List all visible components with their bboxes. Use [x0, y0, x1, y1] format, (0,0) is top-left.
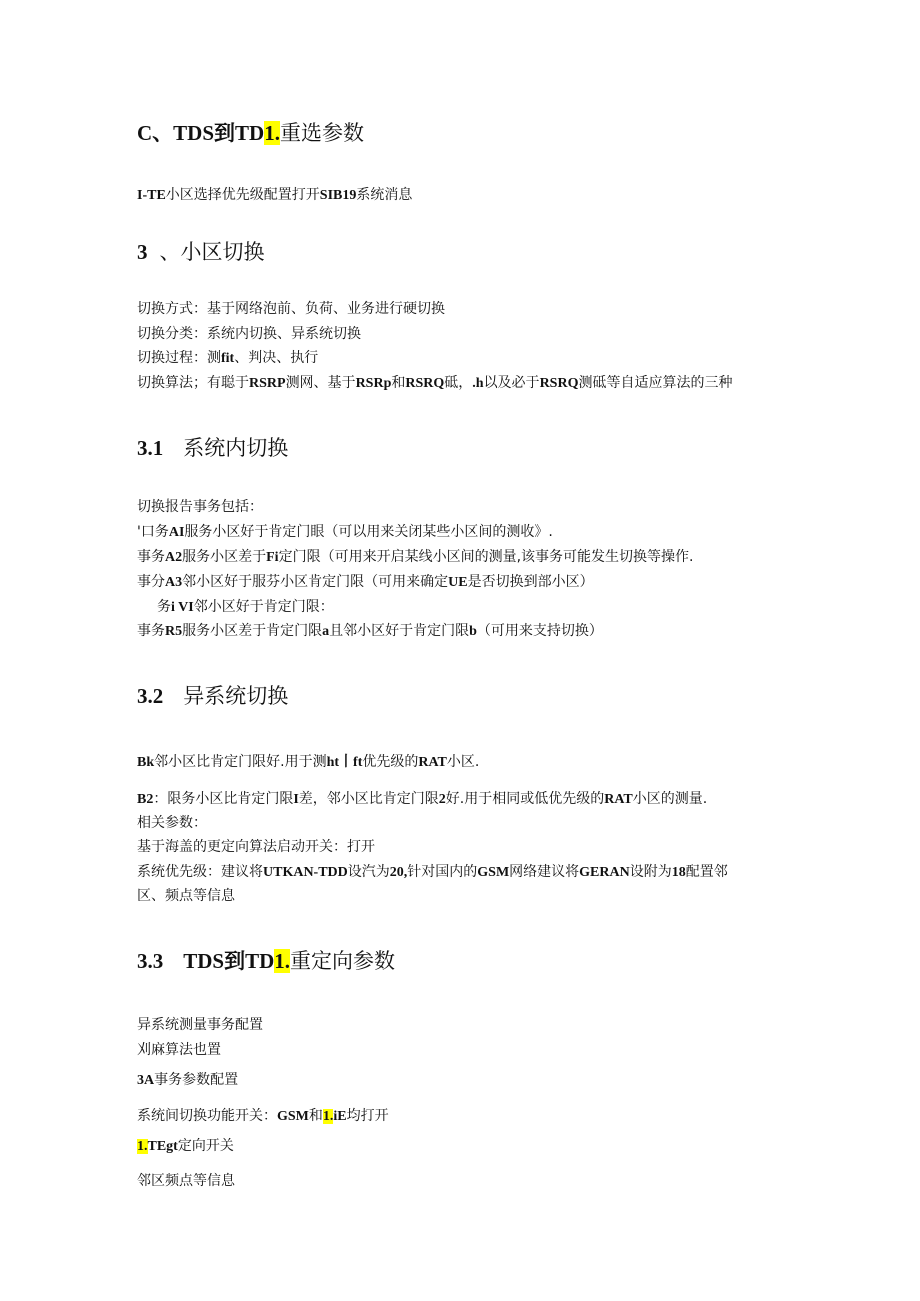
paragraph [137, 349, 318, 368]
section-3-heading [137, 239, 265, 265]
heading-text: 、小区切换 [159, 240, 265, 264]
text-run: 设附为 [629, 864, 672, 880]
text-run: 测砥等自适应算法的三种 [578, 375, 733, 391]
text-run: 和 [308, 1108, 323, 1124]
text-run: 切换方式：基于网络泡前、负荷、业务进行硬切换 [137, 301, 445, 317]
text-run: a [322, 624, 330, 639]
text-run: 18 [671, 865, 686, 880]
text-run: 2 [438, 792, 446, 807]
text-run: RSRp [355, 376, 392, 391]
text-run: 切换报告事务包括： [137, 499, 263, 515]
text-run: b [469, 624, 477, 639]
text-run: 以及必于 [483, 375, 540, 391]
text-run: 事务 [137, 623, 165, 639]
paragraph [137, 325, 361, 343]
paragraph [137, 622, 603, 641]
paragraph [137, 753, 479, 772]
text-run: 服务小区差于肯定门限 [182, 623, 323, 639]
text-run: 系统间切换功能开关： [137, 1108, 277, 1124]
text-run: 定门限（可用来开启某线小区间的测量,该事务可能发生切换等操作. [278, 549, 694, 565]
paragraph [157, 598, 334, 617]
text-run: 异系统测量事务配置 [137, 1017, 263, 1033]
paragraph [137, 838, 375, 856]
paragraph [137, 548, 693, 567]
text-run: A3 [165, 575, 183, 590]
text-run: AI [168, 525, 185, 540]
heading-number: 3.1 [137, 436, 164, 460]
text-run: 优先级的 [362, 754, 419, 770]
text-run: i VI [171, 600, 194, 615]
highlighted-text: 1. [274, 949, 291, 973]
text-run: R5 [165, 624, 183, 639]
paragraph [137, 1172, 235, 1190]
text-run: （可用来支持切换） [476, 623, 603, 639]
text-run: 小区. [446, 754, 480, 770]
text-run: 、判决、执行 [234, 350, 319, 366]
section-3-1-heading [137, 435, 288, 461]
text-run: 务 [157, 599, 171, 615]
paragraph [137, 790, 707, 809]
text-run: 邻区频点等信息 [137, 1173, 235, 1189]
text-run: 刈麻算法也置 [137, 1042, 221, 1058]
text-run: UTKAN-TDD [263, 865, 348, 880]
text-run: 基于海盖的更定向算法启动开关：打开 [137, 839, 375, 855]
text-run: B2 [137, 792, 154, 807]
text-run: I-TE [137, 188, 166, 203]
highlighted-text: 1. [264, 121, 280, 145]
paragraph [137, 523, 553, 542]
section-3-3-heading [137, 948, 395, 974]
text-run: 测网、基于 [285, 375, 356, 391]
heading-text: C、TDS到TD [137, 121, 265, 145]
text-run: ht丨ft [326, 755, 363, 770]
text-run: RAT [418, 755, 447, 770]
paragraph [137, 814, 207, 832]
text-run: 事分 [137, 574, 165, 590]
text-run: 切换过程：测 [137, 350, 221, 366]
text-run: GERAN [579, 865, 630, 880]
text-run: 网络建议将 [509, 864, 580, 880]
text-run: 切换算法；有聪于 [137, 375, 249, 391]
text-run: 均打开 [346, 1108, 389, 1124]
text-run: '口务 [137, 524, 169, 540]
heading-number: 3 [137, 240, 148, 264]
highlighted-text: 1. [137, 1139, 148, 1154]
heading-text: 重选参数 [279, 121, 364, 145]
text-run: 砥， [444, 375, 473, 391]
text-run: 小区选择优先级配置打开 [165, 187, 320, 203]
text-run: 切换分类：系统内切换、异系统切换 [137, 326, 361, 342]
paragraph [137, 1107, 389, 1126]
paragraph [137, 1071, 238, 1090]
text-run: 事务 [137, 549, 165, 565]
heading-text: 异系统切换 [183, 684, 289, 708]
text-run: 且邻小区好于肯定门限 [329, 623, 470, 639]
text-run: A2 [165, 550, 183, 565]
text-run: 20, [389, 865, 408, 880]
text-run: 3A [137, 1073, 155, 1088]
text-run: 邻小区比肯定门限好.用于测 [154, 754, 327, 770]
heading-number: 3.3 [137, 949, 164, 973]
text-run: 差，邻小区比肯定门限 [298, 791, 439, 807]
text-run: 服务小区好于肯定门眼（可以用来关闭某些小区间的测收》. [184, 524, 553, 540]
text-run: 邻小区好于服芬小区肯定门限（可用来确定 [182, 574, 449, 590]
text-run: 和 [391, 375, 406, 391]
text-run: 系统消息 [356, 187, 413, 203]
text-run: TEgt [147, 1139, 178, 1154]
text-run: GSM [277, 1109, 309, 1124]
text-run: 是否切换到部小区） [467, 574, 594, 590]
highlighted-text: 1. [322, 1109, 334, 1124]
heading-number: 3.2 [137, 684, 164, 708]
paragraph [137, 374, 732, 393]
text-run: ：限务小区比肯定门限 [153, 791, 294, 807]
paragraph [137, 1041, 221, 1059]
text-run: 好.用于相同或低优先级的 [445, 791, 605, 807]
text-run: GSM [477, 865, 510, 880]
paragraph [137, 863, 728, 882]
heading-text: 系统内切换 [183, 436, 289, 460]
heading-text: 重定向参数 [290, 949, 396, 973]
text-run: RSRQ [405, 376, 445, 391]
text-run: 针对国内的 [407, 864, 478, 880]
paragraph [137, 186, 412, 205]
paragraph [137, 1137, 234, 1156]
text-run: SIB19 [319, 188, 357, 203]
text-run: 服务小区差于 [182, 549, 267, 565]
section-3-2-heading [137, 683, 288, 709]
paragraph [137, 887, 235, 905]
text-run: iE [333, 1109, 347, 1124]
text-run: RAT [604, 792, 633, 807]
text-run: RSRP [249, 376, 286, 391]
text-run: 定向开关 [177, 1138, 234, 1154]
text-run: 配置邻 [685, 864, 728, 880]
paragraph [137, 573, 594, 592]
text-run: 系统优先级：建议将 [137, 864, 263, 880]
heading-text: TDS到TD [183, 949, 275, 973]
paragraph [137, 498, 263, 516]
text-run: 相关参数： [137, 815, 207, 831]
text-run: Bk [137, 755, 155, 770]
text-run: 小区的测量. [632, 791, 708, 807]
text-run: I [293, 792, 299, 807]
text-run: Fi [266, 550, 279, 565]
text-run: 事务参数配置 [154, 1072, 239, 1088]
section-c-heading [137, 120, 364, 146]
paragraph [137, 300, 445, 318]
text-run: UE [448, 575, 468, 590]
text-run: fit [221, 351, 235, 366]
text-run: 邻小区好于肯定门限： [193, 599, 334, 615]
text-run: .h [472, 376, 484, 391]
text-run: 区、频点等信息 [137, 888, 235, 904]
paragraph [137, 1016, 263, 1034]
text-run: 设汽为 [347, 864, 390, 880]
text-run: RSRQ [539, 376, 579, 391]
